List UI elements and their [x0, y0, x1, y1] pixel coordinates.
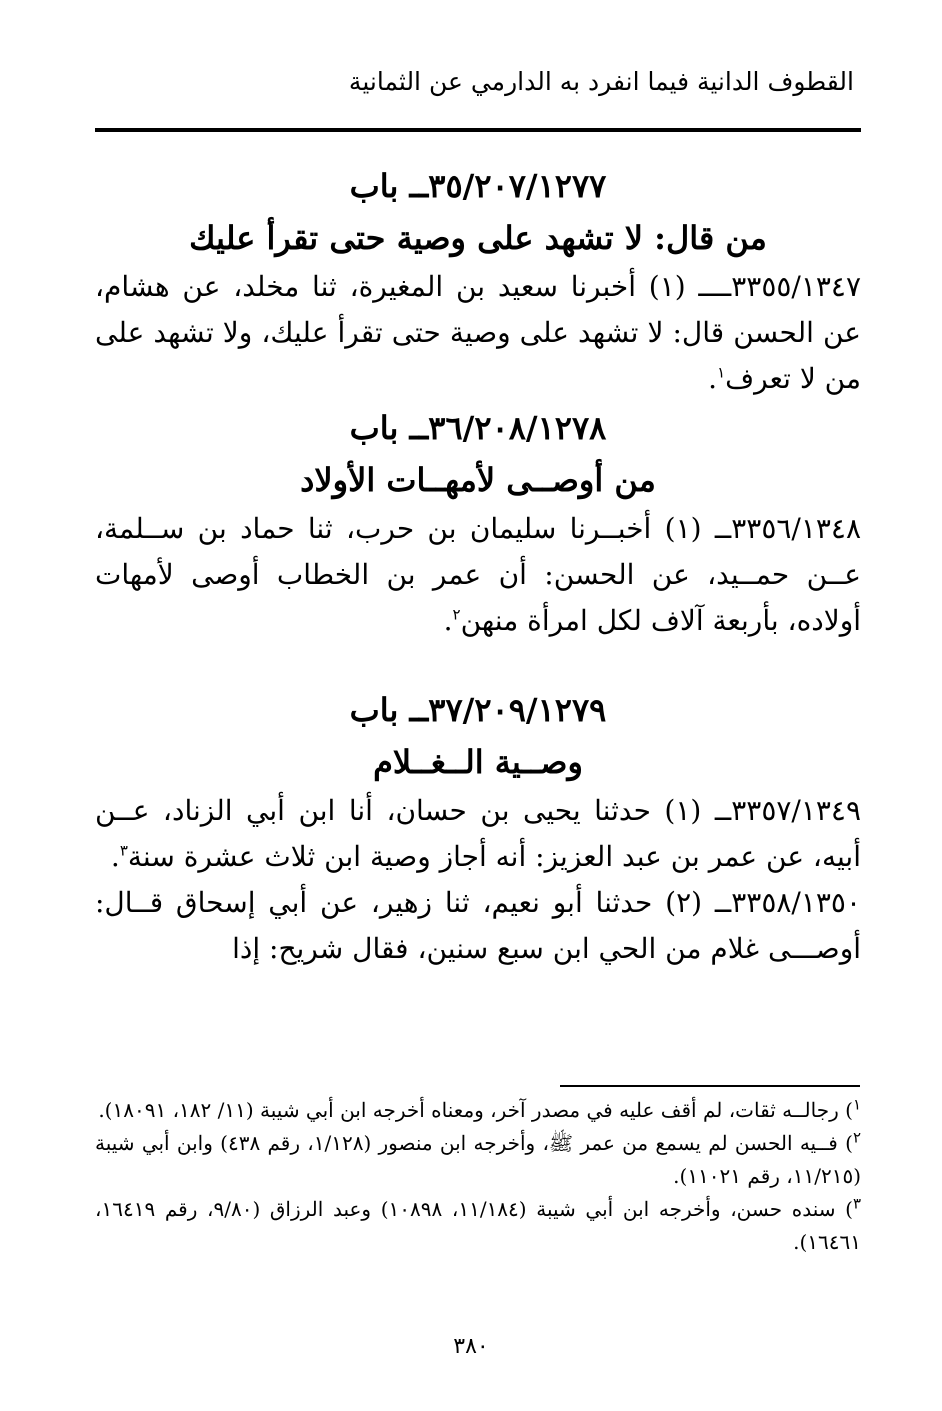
page-number: ٣٨٠ — [453, 1334, 489, 1359]
running-header: القطوف الدانية فيما انفرد به الدارمي عن الثمانية — [348, 67, 854, 96]
section-35 — [95, 160, 861, 402]
bab-title: من أوصــى لأمهــات الأولاد — [300, 461, 656, 499]
footnotes — [95, 1094, 861, 1259]
hadith-paragraph — [95, 264, 861, 402]
footnote-item — [95, 1127, 861, 1193]
paragraph-end: . — [443, 604, 453, 637]
footnote-marker: ١ — [852, 1095, 861, 1114]
footnote-ref[interactable]: ٢ — [452, 605, 461, 624]
bab-number: ٣٦/٢٠٨/١٢٧٨ــ باب — [349, 409, 607, 447]
hadith-text: ٣٣٥٦/١٣٤٨ــ (١) أخبــرنا سليمان بن حرب، ثنا حماد بن ســلمة، عــن حمــيد، عن الحسن: أن عمر بن الخطاب أوصى لأمهات أولاده، بأربعة آلاف لكل امرأة منهن — [95, 512, 861, 637]
section-36 — [95, 402, 861, 644]
footnote-ref[interactable]: ٣ — [119, 841, 128, 860]
bab-number: ٣٥/٢٠٧/١٢٧٧ــ باب — [349, 167, 607, 205]
header-rule — [95, 128, 861, 132]
footnote-marker: ٢ — [852, 1128, 861, 1147]
bab-title: وصــية الــغــلام — [373, 743, 583, 781]
paragraph-end: . — [110, 840, 120, 873]
hadith-text: ٣٣٥٥/١٣٤٧ــــ (١) أخبرنا سعيد بن المغيرة، ثنا مخلد، عن هشام، عن الحسن قال: لا تشهد على وصية حتى تقرأ عليك، ولا تشهد على من لا تعرف — [95, 270, 861, 395]
hadith-paragraph — [95, 506, 861, 644]
hadith-paragraph — [95, 880, 861, 972]
main-text — [95, 160, 861, 972]
footnote-text: ) سنده حسن، وأخرجه ابن أبي شيبة (١١/١٨٤، ١٠٨٩٨) وعبد الرزاق (٩/٨٠، رقم ١٦٤١٩، ١٦٤٦١). — [95, 1197, 861, 1254]
footnote-text: ) رجالــه ثقات، لم أقف عليه في مصدر آخر، ومعناه أخرجه ابن أبي شيبة (١١/ ١٨٢، ١٨٠٩١). — [98, 1098, 853, 1122]
section-gap — [95, 644, 861, 684]
footnote-item — [95, 1193, 861, 1259]
hadith-text: ٣٣٥٧/١٣٤٩ــ (١) حدثنا يحيى بن حسان، أنا ابن أبي الزناد، عــن أبيه، عن عمر بن عبد العزيز: أنه أجاز وصية ابن ثلاث عشرة سنة — [95, 794, 862, 873]
section-37 — [95, 684, 861, 972]
hadith-paragraph — [95, 788, 861, 880]
bab-title: من قال: لا تشهد على وصية حتى تقرأ عليك — [189, 219, 767, 257]
footnote-rule — [560, 1085, 860, 1087]
paragraph-end: . — [708, 362, 718, 395]
footnote-marker: ٣ — [852, 1194, 862, 1213]
bab-number: ٣٧/٢٠٩/١٢٧٩ــ باب — [349, 691, 607, 729]
footnote-item — [95, 1094, 861, 1127]
footnote-ref[interactable]: ١ — [717, 363, 726, 382]
footnote-text: ) فــيه الحسن لم يسمع من عمر ﷺ، وأخرجه ابن منصور (١/١٢٨، رقم ٤٣٨) وابن أبي شيبة (١١/٢١٥، رقم ١١٠٢١). — [95, 1131, 861, 1188]
hadith-text: ٣٣٥٨/١٣٥٠ــ (٢) حدثنا أبو نعيم، ثنا زهير، عن أبي إسحاق قــال: أوصـــى غلام من الحي ابن سبع سنين، فقال شريح: إذا — [95, 886, 861, 965]
